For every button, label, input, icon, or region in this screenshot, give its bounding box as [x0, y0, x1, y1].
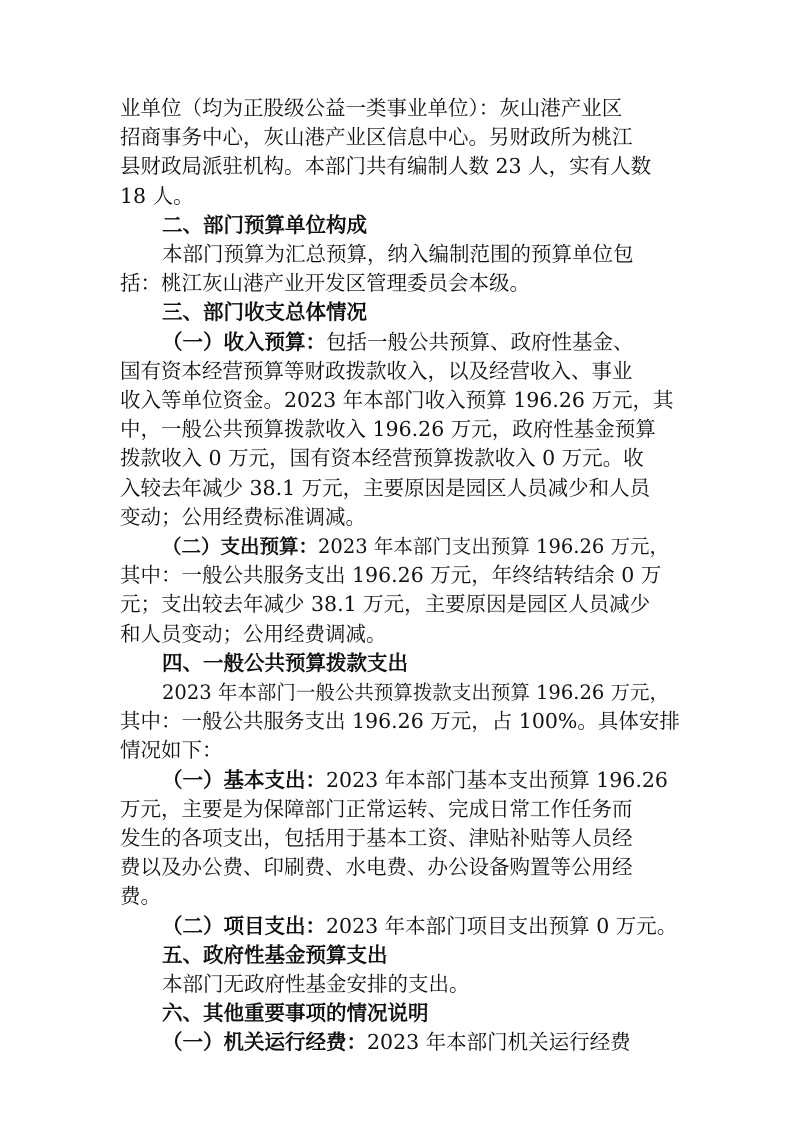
line-26: 发生的各项支出，包括用于基本工资、津贴补贴等人员经 — [120, 826, 633, 850]
line-17: 其中：一般公共服务支出 196.26 万元，年终结转结余 0 万 — [120, 563, 662, 588]
line-7: 括：桃江灰山港产业开发区管理委员会本级。 — [120, 271, 530, 296]
line-2: 招商事务中心，灰山港产业区信息中心。另财政所为桃江 — [120, 125, 633, 150]
line-11: 收入等单位资金。2023 年本部门收入预算 196.26 万元，其 — [120, 388, 674, 412]
line-6: 本部门预算为汇总预算，纳入编制范围的预算单位包 — [162, 242, 634, 266]
line-28: 费。 — [120, 884, 161, 909]
line-29: （二）项目支出：2023 年本部门项目支出预算 0 万元。 — [162, 913, 678, 938]
line-9: （一）收入预算：包括一般公共预算、政府性基金、 — [162, 329, 634, 354]
line-18: 元；支出较去年减少 38.1 万元，主要原因是园区人员减少 — [120, 592, 651, 617]
line-22: 其中：一般公共服务支出 196.26 万元，占 100%。具体安排 — [120, 709, 680, 734]
section-heading-4: 四、一般公共预算拨款支出 — [162, 650, 408, 675]
line-10: 国有资本经营预算等财政拨款收入，以及经营收入、事业 — [120, 358, 633, 383]
line-19: 和人员变动；公用经费调减。 — [120, 621, 387, 646]
section-heading-5: 五、政府性基金预算支出 — [162, 942, 388, 967]
line-21: 2023 年本部门一般公共预算拨款支出预算 196.26 万元， — [162, 681, 669, 704]
section-heading-3: 三、部门收支总体情况 — [162, 300, 367, 325]
line-33: （一）机关运行经费：2023 年本部门机关运行经费 — [162, 1030, 631, 1055]
line-25: 万元，主要是为保障部门正常运转、完成日常工作任务而 — [120, 796, 633, 821]
line-24: （一）基本支出：2023 年本部门基本支出预算 196.26 — [162, 767, 668, 792]
line-27: 费以及办公费、印刷费、水电费、办公设备购置等公用经 — [120, 855, 633, 880]
line-16: （二）支出预算：2023 年本部门支出预算 196.26 万元， — [162, 535, 669, 558]
line-1: 业单位（均为正股级公益一类事业单位）：灰山港产业区 — [120, 96, 623, 120]
line-14: 入较去年减少 38.1 万元，主要原因是园区人员减少和人员 — [120, 475, 651, 500]
line-3: 县财政局派驻机构。本部门共有编制人数 23 人，实有人数 — [120, 154, 652, 179]
section-heading-6: 六、其他重要事项的情况说明 — [162, 1001, 429, 1026]
line-4: 18 人。 — [120, 183, 194, 208]
line-31: 本部门无政府性基金安排的支出。 — [162, 972, 470, 996]
section-heading-2: 二、部门预算单位构成 — [162, 212, 367, 237]
line-15: 变动；公用经费标准调减。 — [120, 504, 366, 529]
line-13: 拨款收入 0 万元，国有资本经营预算拨款收入 0 万元。收 — [120, 446, 644, 471]
line-23: 情况如下： — [120, 738, 223, 763]
line-12: 中，一般公共预算拨款收入 196.26 万元，政府性基金预算 — [120, 417, 656, 442]
